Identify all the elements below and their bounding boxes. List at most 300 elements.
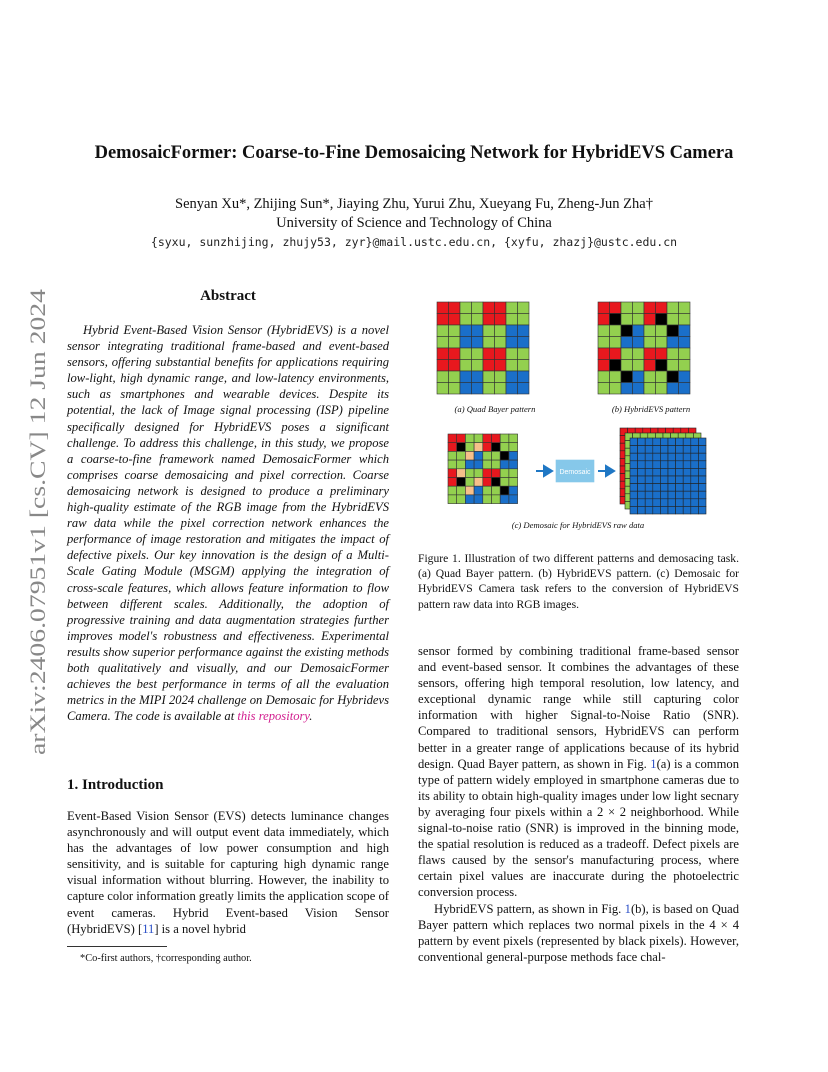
rgb-plane-cell <box>660 506 668 514</box>
raw-data-cell <box>500 495 509 504</box>
rgb-plane-cell <box>698 438 706 446</box>
rgb-plane-cell <box>676 499 684 507</box>
quad-bayer-cell <box>449 325 461 337</box>
raw-data-cell <box>465 460 474 469</box>
rgb-plane-cell <box>645 506 653 514</box>
rgb-plane-cell <box>683 446 691 454</box>
rgb-plane-cell <box>653 491 661 499</box>
right-text-d: (b), is based on Quad Bayer pattern which replaces two normal pixels in the 4 × 4 pattern by event pixels (represented by black pixels). However, conventional general-purpose methods face chal- <box>418 901 739 964</box>
rgb-plane-cell <box>698 468 706 476</box>
arrow-left <box>536 466 552 476</box>
hybridevs-cell <box>679 348 691 360</box>
quad-bayer-cell <box>472 360 484 372</box>
quad-bayer-cell <box>437 302 449 314</box>
raw-data-cell <box>483 495 492 504</box>
rgb-plane-cell <box>698 476 706 484</box>
quad-bayer-cell <box>460 314 472 326</box>
rgb-plane-cell <box>630 491 638 499</box>
hybridevs-cell <box>610 360 622 372</box>
rgb-plane-cell <box>698 446 706 454</box>
rgb-plane-cell <box>683 438 691 446</box>
rgb-plane-cell <box>676 461 684 469</box>
quad-bayer-cell <box>437 371 449 383</box>
quad-bayer-cell <box>460 337 472 349</box>
right-text-c: HybridEVS pattern, as shown in Fig. <box>434 901 625 916</box>
raw-data-cell <box>457 486 466 495</box>
rgb-plane-cell <box>698 491 706 499</box>
rgb-plane-cell <box>676 468 684 476</box>
rgb-plane-cell <box>683 476 691 484</box>
hybridevs-cell <box>679 383 691 395</box>
quad-bayer-cell <box>460 302 472 314</box>
quad-bayer-cell <box>518 302 530 314</box>
rgb-plane-cell <box>638 491 646 499</box>
quad-bayer-cell <box>518 325 530 337</box>
quad-bayer-cell <box>506 360 518 372</box>
hybridevs-cell <box>656 360 668 372</box>
quad-bayer-cell <box>460 383 472 395</box>
quad-bayer-cell <box>472 314 484 326</box>
rgb-plane-cell <box>676 446 684 454</box>
rgb-plane-cell <box>676 491 684 499</box>
rgb-plane-cell <box>676 438 684 446</box>
citation-link[interactable]: 11 <box>142 921 155 936</box>
raw-data-cell <box>500 434 509 443</box>
hybridevs-cell <box>610 348 622 360</box>
rgb-plane-cell <box>653 438 661 446</box>
hybridevs-cell <box>644 348 656 360</box>
hybridevs-cell <box>656 337 668 349</box>
hybridevs-cell <box>621 314 633 326</box>
raw-data-cell <box>448 451 457 460</box>
hybridevs-cell <box>610 371 622 383</box>
hybridevs-cell <box>679 325 691 337</box>
raw-data-cell <box>474 434 483 443</box>
raw-data-cell <box>457 460 466 469</box>
hybridevs-cell <box>621 337 633 349</box>
rgb-plane-cell <box>660 446 668 454</box>
hybridevs-cell <box>598 314 610 326</box>
quad-bayer-cell <box>437 337 449 349</box>
rgb-plane-cell <box>668 453 676 461</box>
rgb-plane-cell <box>638 499 646 507</box>
raw-data-cell <box>500 451 509 460</box>
quad-bayer-cell <box>449 337 461 349</box>
figure-graphic <box>418 296 739 536</box>
rgb-plane-cell <box>653 506 661 514</box>
hybridevs-cell <box>656 314 668 326</box>
right-text-b: (a) is a common type of pattern widely employed in smartphone cameras due to its ability to obtain high-quality images under low light secnary by averaging four pixels within a 2 × 2 neighborhood. While signal-to-noise ratio (SNR) is improved in the binning mode, the spatial resolution is reduced as a tradeoff. Defect pixels are flaws caused by the sensor's manufacturing process, where certain pixel values are inaccurate during the photoelectric conversion process. <box>418 756 739 900</box>
quad-bayer-cell <box>518 348 530 360</box>
rgb-plane-cell <box>691 484 699 492</box>
footnote: *Co-first authors, †corresponding author. <box>80 953 252 964</box>
rgb-plane-cell <box>645 461 653 469</box>
raw-data-cell <box>492 434 501 443</box>
rgb-plane-cell <box>638 476 646 484</box>
raw-data-cell <box>474 478 483 487</box>
rgb-plane-cell <box>630 476 638 484</box>
abstract-body <box>67 322 389 724</box>
raw-data-cell <box>448 478 457 487</box>
raw-data-cell <box>457 469 466 478</box>
rgb-plane-cell <box>638 484 646 492</box>
raw-data-cell <box>500 469 509 478</box>
quad-bayer-cell <box>449 360 461 372</box>
rgb-plane-cell <box>645 484 653 492</box>
hybridevs-cell <box>598 371 610 383</box>
hybridevs-cell <box>633 360 645 372</box>
rgb-plane-cell <box>683 491 691 499</box>
hybridevs-cell <box>644 337 656 349</box>
quad-bayer-cell <box>518 360 530 372</box>
hybridevs-cell <box>633 348 645 360</box>
rgb-plane-cell <box>676 506 684 514</box>
abstract-text: Hybrid Event-Based Vision Sensor (HybridEVS) is a novel sensor integrating traditional frame-based and event-based sensors, offering substantial benefits for applications requiring low-light, high dynamic range, and low-latency environments, such as smartphones and wearable devices. Despite its potential, the lack of Image signal processing (ISP) pipeline specifically designed for HybridEVS poses a significant challenge. To address this challenge, in this study, we propose a coarse-to-fine framework named DemosaicFormer which comprises coarse demosaicing and pixel correction. Coarse demosaicing network is designed to produce a preliminary high-quality estimate of the RGB image from the HybridEVS raw data while the pixel correction network enhances the performance of image restoration and mitigates the impact of defective pixels. Our key innovation is the design of a Multi-Scale Gating Module (MSGM) applying the integration of cross-scale features, which allows feature information to flow between different scales. Additionally, the adoption of progressive training and data augmentation strategies further improves model's robustness and effectiveness. Experimental results show superior performance against the existing methods both qualitatively and visually, and our DemosaicFormer achieves the best performance in terms of all the evaluation metrics in the MIPI 2024 challenge on Demosaic for Hybridevs Camera. The code is available at <box>67 323 389 724</box>
quad-bayer-cell <box>483 302 495 314</box>
quad-bayer-cell <box>483 348 495 360</box>
hybridevs-cell <box>667 383 679 395</box>
hybridevs-cell <box>679 360 691 372</box>
rgb-plane-cell <box>668 476 676 484</box>
rgb-plane-cell <box>630 506 638 514</box>
rgb-plane-cell <box>691 468 699 476</box>
figure-ref-1[interactable]: 1 <box>650 756 657 771</box>
quad-bayer-cell <box>495 314 507 326</box>
quad-bayer-cell <box>472 302 484 314</box>
rgb-plane-cell <box>676 476 684 484</box>
raw-data-cell <box>448 495 457 504</box>
quad-bayer-cell <box>449 383 461 395</box>
quad-bayer-cell <box>483 360 495 372</box>
raw-data-cell <box>465 478 474 487</box>
rgb-plane-cell <box>668 499 676 507</box>
quad-bayer-cell <box>506 371 518 383</box>
quad-bayer-cell <box>506 302 518 314</box>
rgb-plane-cell <box>638 446 646 454</box>
quad-bayer-cell <box>460 348 472 360</box>
rgb-plane-cell <box>668 491 676 499</box>
arrow-right <box>598 466 614 476</box>
rgb-plane-cell <box>691 491 699 499</box>
hybridevs-cell <box>679 337 691 349</box>
quad-bayer-cell <box>506 325 518 337</box>
rgb-plane-cell <box>653 461 661 469</box>
rgb-plane-cell <box>698 506 706 514</box>
raw-data-cell <box>457 434 466 443</box>
intro-text-b: ] is a novel hybrid <box>154 921 246 936</box>
rgb-plane-cell <box>645 499 653 507</box>
raw-data-cell <box>500 478 509 487</box>
quad-bayer-cell <box>506 383 518 395</box>
rgb-plane-cell <box>668 438 676 446</box>
rgb-plane-cell <box>668 446 676 454</box>
intro-text-a: Event-Based Vision Sensor (EVS) detects luminance changes asynchronously and will output event data immediately, which has the advantages of low power consumption and high sensitivity, and is suitable for capturing high dynamic range visual information without blurring. However, the inability to capture color information greatly limits the application scope of event cameras. Hybrid Event-based Vision Sensor (HybridEVS) [ <box>67 809 389 936</box>
raw-data-cell <box>483 451 492 460</box>
hybridevs-cell <box>679 314 691 326</box>
abstract-heading: Abstract <box>200 288 256 304</box>
rgb-plane-cell <box>676 453 684 461</box>
subcaption-c: (c) Demosaic for HybridEVS raw data <box>511 520 645 530</box>
raw-data-cell <box>448 486 457 495</box>
hybridevs-cell <box>644 371 656 383</box>
figure-1 <box>418 296 739 536</box>
quad-bayer-cell <box>460 371 472 383</box>
rgb-plane-cell <box>691 506 699 514</box>
raw-data-cell <box>500 486 509 495</box>
author-emails: {syxu, sunzhijing, zhujy53, zyr}@mail.ustc.edu.cn, {xyfu, zhazj}@ustc.edu.cn <box>150 235 678 249</box>
raw-data-cell <box>483 460 492 469</box>
raw-data-cell <box>492 495 501 504</box>
quad-bayer-cell <box>495 360 507 372</box>
quad-bayer-cell <box>495 337 507 349</box>
raw-data-cell <box>483 443 492 452</box>
hybridevs-cell <box>621 325 633 337</box>
introduction-heading: 1. Introduction <box>67 777 164 793</box>
quad-bayer-cell <box>483 337 495 349</box>
rgb-plane-cell <box>630 468 638 476</box>
hybridevs-cell <box>633 325 645 337</box>
hybridevs-cell <box>667 325 679 337</box>
hybridevs-cell <box>633 371 645 383</box>
raw-data-cell <box>483 486 492 495</box>
rgb-plane-cell <box>653 468 661 476</box>
hybridevs-cell <box>644 383 656 395</box>
quad-bayer-cell <box>483 325 495 337</box>
rgb-plane-cell <box>630 453 638 461</box>
rgb-plane-cell <box>653 484 661 492</box>
quad-bayer-cell <box>483 383 495 395</box>
rgb-plane-cell <box>676 484 684 492</box>
rgb-plane-cell <box>638 453 646 461</box>
hybridevs-cell <box>598 360 610 372</box>
rgb-plane-cell <box>638 468 646 476</box>
quad-bayer-cell <box>495 325 507 337</box>
raw-data-cell <box>457 443 466 452</box>
raw-data-cell <box>457 478 466 487</box>
raw-data-cell <box>492 469 501 478</box>
arxiv-stamp-text: arXiv:2406.07951v1 [cs.CV] 12 Jun 2024 <box>25 376 50 755</box>
rgb-plane-cell <box>630 438 638 446</box>
quad-bayer-cell <box>449 314 461 326</box>
raw-data-cell <box>465 495 474 504</box>
rgb-plane-cell <box>691 461 699 469</box>
rgb-plane-cell <box>630 446 638 454</box>
rgb-plane-cell <box>630 461 638 469</box>
raw-data-cell <box>474 460 483 469</box>
paper-title: DemosaicFormer: Coarse-to-Fine Demosaicing Network for HybridEVS Camera <box>94 143 734 163</box>
hybridevs-cell <box>621 383 633 395</box>
raw-data-cell <box>448 434 457 443</box>
hybridevs-cell <box>598 383 610 395</box>
rgb-plane-cell <box>668 461 676 469</box>
quad-bayer-cell <box>518 371 530 383</box>
raw-data-cell <box>509 434 518 443</box>
raw-data-cell <box>509 469 518 478</box>
rgb-plane-cell <box>660 461 668 469</box>
rgb-plane-cell <box>683 499 691 507</box>
rgb-plane-cell <box>630 484 638 492</box>
hybridevs-cell <box>656 302 668 314</box>
subcaption-b: (b) HybridEVS pattern <box>611 404 691 414</box>
hybridevs-cell <box>656 348 668 360</box>
hybridevs-cell <box>667 360 679 372</box>
raw-data-cell <box>500 460 509 469</box>
rgb-plane-cell <box>645 476 653 484</box>
rgb-plane-cell <box>683 453 691 461</box>
subcaption-a: (a) Quad Bayer pattern <box>454 404 536 414</box>
quad-bayer-cell <box>449 371 461 383</box>
hybridevs-cell <box>667 337 679 349</box>
hybridevs-cell <box>656 371 668 383</box>
rgb-plane-cell <box>683 484 691 492</box>
quad-bayer-cell <box>518 314 530 326</box>
raw-data-cell <box>457 495 466 504</box>
rgb-plane-cell <box>691 446 699 454</box>
hybridevs-cell <box>644 360 656 372</box>
raw-data-cell <box>492 478 501 487</box>
quad-bayer-cell <box>437 314 449 326</box>
rgb-plane-cell <box>691 476 699 484</box>
hybridevs-cell <box>679 302 691 314</box>
introduction-body <box>67 808 389 937</box>
right-text-a: sensor formed by combining traditional frame-based sensor and event-based sensor. It combines the advantages of these sensors, offering high temporal resolution, low latency, and exceptional dynamic range while still capturing color information with higher Signal-to-Noise Ratio (SNR). Compared to traditional sensors, HybridEVS can perform better in a greater range of applications because of its hybrid design. Quad Bayer pattern, as shown in Fig. <box>418 644 739 771</box>
rgb-plane-cell <box>698 484 706 492</box>
quad-bayer-cell <box>518 383 530 395</box>
hybridevs-cell <box>621 360 633 372</box>
hybridevs-cell <box>610 325 622 337</box>
quad-bayer-cell <box>460 325 472 337</box>
hybridevs-cell <box>621 348 633 360</box>
rgb-plane-cell <box>660 438 668 446</box>
footnote-rule <box>67 946 167 947</box>
hybridevs-cell <box>598 348 610 360</box>
figure-caption: Figure 1. Illustration of two different patterns and demosacing task. (a) Quad Bayer pattern. (b) HybridEVS pattern. (c) Demosaic for HybridEVS Camera task refers to the conversion of HybridEVS pattern raw data into RGB images. <box>418 552 739 611</box>
quad-bayer-cell <box>483 314 495 326</box>
hybridevs-cell <box>667 348 679 360</box>
rgb-plane-cell <box>668 468 676 476</box>
rgb-plane-cell <box>653 499 661 507</box>
raw-data-cell <box>509 443 518 452</box>
affiliation: University of Science and Technology of China <box>276 215 552 231</box>
quad-bayer-cell <box>506 337 518 349</box>
hybridevs-cell <box>656 383 668 395</box>
raw-data-cell <box>465 451 474 460</box>
quad-bayer-cell <box>518 337 530 349</box>
raw-data-cell <box>448 443 457 452</box>
hybridevs-cell <box>679 371 691 383</box>
hybridevs-cell <box>656 325 668 337</box>
quad-bayer-cell <box>472 348 484 360</box>
quad-bayer-cell <box>506 314 518 326</box>
raw-data-cell <box>483 478 492 487</box>
hybridevs-cell <box>598 325 610 337</box>
rgb-plane-cell <box>645 438 653 446</box>
rgb-plane-cell <box>660 476 668 484</box>
raw-data-cell <box>509 451 518 460</box>
rgb-plane-cell <box>653 446 661 454</box>
rgb-plane-cell <box>698 453 706 461</box>
hybridevs-cell <box>633 314 645 326</box>
hybridevs-cell <box>644 302 656 314</box>
raw-data-cell <box>448 460 457 469</box>
raw-data-cell <box>457 451 466 460</box>
hybridevs-cell <box>633 337 645 349</box>
quad-bayer-cell <box>472 383 484 395</box>
rgb-plane-cell <box>660 484 668 492</box>
rgb-plane-cell <box>668 506 676 514</box>
hybridevs-cell <box>644 325 656 337</box>
quad-bayer-cell <box>495 348 507 360</box>
hybridevs-cell <box>598 302 610 314</box>
rgb-plane-cell <box>668 484 676 492</box>
hybridevs-cell <box>610 337 622 349</box>
figure-ref-2[interactable]: 1 <box>624 901 631 916</box>
rgb-plane-cell <box>691 438 699 446</box>
hybridevs-cell <box>633 383 645 395</box>
rgb-plane-cell <box>638 461 646 469</box>
raw-data-cell <box>509 486 518 495</box>
raw-data-cell <box>509 495 518 504</box>
quad-bayer-cell <box>437 360 449 372</box>
raw-data-cell <box>500 443 509 452</box>
raw-data-cell <box>483 469 492 478</box>
quad-bayer-cell <box>495 383 507 395</box>
quad-bayer-cell <box>506 348 518 360</box>
quad-bayer-cell <box>437 348 449 360</box>
rgb-plane-cell <box>660 468 668 476</box>
raw-data-cell <box>474 486 483 495</box>
quad-bayer-cell <box>449 302 461 314</box>
quad-bayer-cell <box>437 383 449 395</box>
raw-data-cell <box>492 451 501 460</box>
raw-data-cell <box>509 478 518 487</box>
raw-data-cell <box>492 486 501 495</box>
quad-bayer-cell <box>472 371 484 383</box>
quad-bayer-cell <box>472 337 484 349</box>
rgb-plane-cell <box>660 491 668 499</box>
hybridevs-cell <box>610 314 622 326</box>
raw-data-cell <box>492 460 501 469</box>
hybridevs-cell <box>598 337 610 349</box>
rgb-plane-cell <box>683 461 691 469</box>
raw-data-cell <box>492 443 501 452</box>
demosaic-label: Demosaic <box>559 469 591 476</box>
rgb-plane-cell <box>660 453 668 461</box>
quad-bayer-cell <box>437 325 449 337</box>
raw-data-cell <box>465 443 474 452</box>
rgb-plane-cell <box>645 446 653 454</box>
hybridevs-cell <box>644 314 656 326</box>
rgb-plane-cell <box>660 499 668 507</box>
quad-bayer-cell <box>472 325 484 337</box>
rgb-plane-cell <box>653 476 661 484</box>
rgb-plane-cell <box>645 453 653 461</box>
rgb-plane-cell <box>698 461 706 469</box>
hybridevs-cell <box>633 302 645 314</box>
raw-data-cell <box>509 460 518 469</box>
hybridevs-cell <box>667 314 679 326</box>
hybridevs-cell <box>667 371 679 383</box>
raw-data-cell <box>448 469 457 478</box>
raw-data-cell <box>465 486 474 495</box>
raw-data-cell <box>474 495 483 504</box>
rgb-plane-cell <box>638 506 646 514</box>
raw-data-cell <box>465 434 474 443</box>
rgb-plane-cell <box>653 453 661 461</box>
author-block <box>0 195 828 233</box>
repository-link[interactable]: this repository <box>237 709 310 724</box>
raw-data-cell <box>465 469 474 478</box>
